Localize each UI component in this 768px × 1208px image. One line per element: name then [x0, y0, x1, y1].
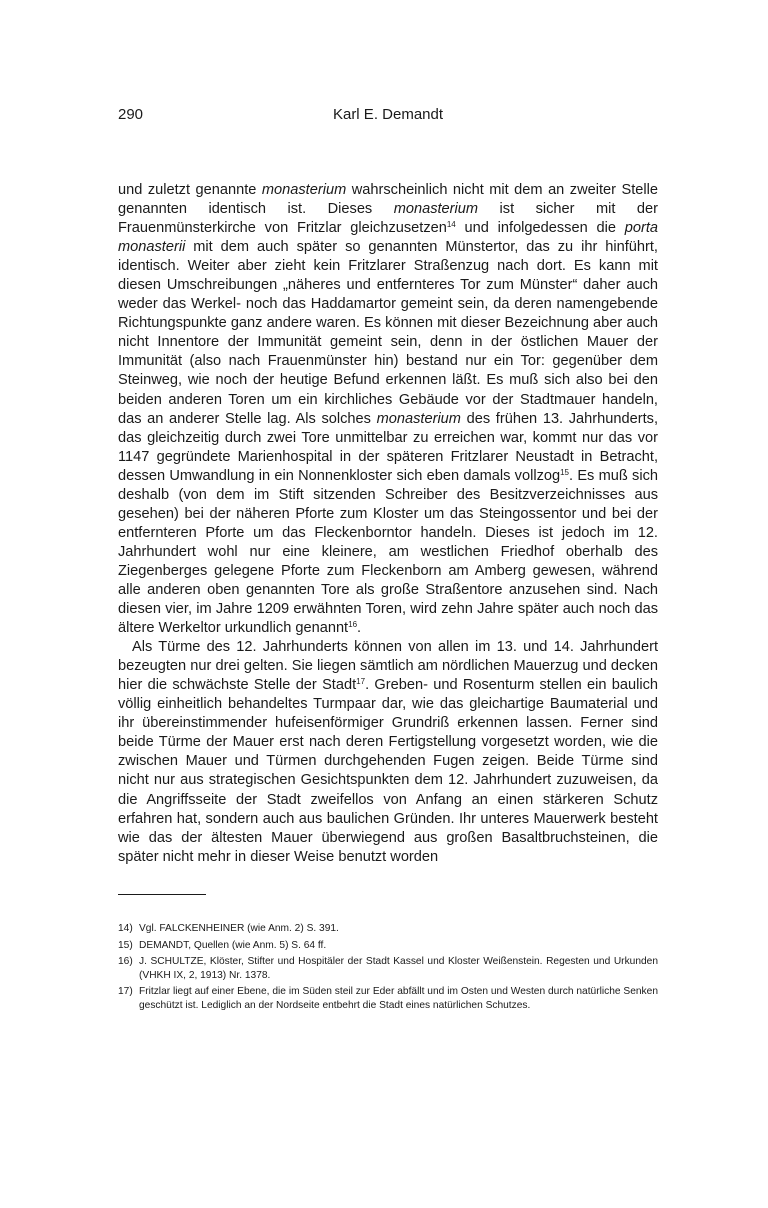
- footnote-text: DEMANDT, Quellen (wie Anm. 5) S. 64 ff.: [139, 939, 327, 951]
- footnote-ref: 16: [348, 620, 358, 630]
- text-run: wahrscheinlich nicht mit dem an zweiter Stelle genannten identisch ist. Dieses: [118, 182, 659, 218]
- text-run: Als Türme des 12. Jahrhunderts können von allen im 13. und 14. Jahrhundert bezeugten nur drei gelten. Sie liegen sämtlich am nördlichen Mauerzug und decken hier die schwächste Stelle der Stadt: [118, 639, 658, 694]
- footnote: [118, 955, 658, 982]
- italic-term: monasterium: [393, 201, 479, 218]
- text-run: und zuletzt genannte: [118, 182, 262, 198]
- footnote: [118, 922, 658, 936]
- footnote-number: 15): [118, 939, 133, 951]
- text-run: . Greben- und Rosenturm stellen ein baulich völlig einheitlich behandeltes Turmpaar dar, wie das gleichartige Baumaterial und ihr übereinstimmender hufeisenförmiger Grundriß erkennen lassen. Ferner sind beide Türme der Mauer erst nach deren Fertigstellung vorgesetzt worden, wie die zwischen Mauer und Türmen durchgehenden Fugen zeigen. Beide Türme sind nicht nur aus strategischen Gesichtspunkten dem 12. Jahrhundert zuzuweisen, da die Angriffsseite der Stadt zweifellos von Anfang an einen stärkeren Schutz erfahren hat, sondern auch aus baulichen Gründen. Ihr unteres Mauerwerk besteht wie das der ältesten Mauer überwiegend aus großen Basaltbruchsteinen, die später nicht mehr in dieser Weise benutzt worden: [118, 677, 658, 865]
- text-run: und infolgedessen die: [455, 220, 625, 237]
- footnote-number: 16): [118, 956, 133, 968]
- paragraph: [118, 181, 658, 638]
- footnote-text: Vgl. FALCKENHEINER (wie Anm. 2) S. 391.: [139, 923, 339, 934]
- paragraph: [118, 638, 658, 867]
- text-run: .: [357, 620, 362, 637]
- italic-term: monasterium: [376, 410, 461, 427]
- page-header: [118, 106, 658, 128]
- text-run: mit dem auch später so genannten Münstertor, das zu ihr hinführt, identisch. Weiter aber zieht kein Fritzlarer Straßenzug nach dort. Es kann mit diesen Umschreibungen „näheres und entfernteres Tor zum Münster“ daher auch weder das Werkel- noch das Haddamartor gemeint sein, da deren namengebende Richtungspunkte ganz andere waren. Es können mit dieser Bezeichnung aber auch nicht Innentore der Immunität gemeint sein, denn in der östlichen Mauer der Immunität (also nach Frauenmünster hin) bestand nur ein Tor: gegenüber dem Steinweg, wie noch der heutige Befund erkennen läßt. Es muß sich also bei den beiden anderen Toren um ein kirchliches Gebäude vor der Stadtmauer handeln, das an anderer Stelle lag. Als solches: [118, 239, 658, 427]
- text-run: . Es muß sich deshalb (von dem im Stift sitzenden Schreiber des Besitzverzeichnisses aus gesehen) bei der näheren Pforte zum Kloster um das Steingossentor und bei der entfernteren Pforte um das Fleckenborntor handeln. Dieses ist jedoch im 12. Jahrhundert wohl nur eine kleinere, am westlichen Friedhof oberhalb des Ziegenberges gelegene Pforte zum Fleckenborn am Amberg gewesen, während alle anderen oben genannten Tore als große Straßentore anzusehen sind. Nach diesen vier, im Jahre 1209 erwähnten Toren, wird zehn Jahre später auch noch das ältere Werkeltor urkundlich genannt: [118, 467, 659, 637]
- footnote-text: J. SCHULTZE, Klöster, Stifter und Hospitäler der Stadt Kassel und Kloster Weißenstein. Regesten und Urkunden (VHKH IX, 2, 1913) Nr. 1378.: [139, 956, 658, 981]
- text-run: ist sicher mit der Frauenmünsterkirche von Fritzlar gleichzusetzen: [118, 201, 658, 237]
- footnote-text: Fritzlar liegt auf einer Ebene, die im Süden steil zur Eder abfällt und im Osten und Westen durch natürliche Senken geschützt ist. Lediglich an der Nordseite entbehrt die Stadt eines natürlichen Schutzes.: [139, 986, 658, 1011]
- footnote-rule: [118, 894, 206, 895]
- footnote-number: 14): [118, 923, 133, 934]
- footnote-ref: 15: [560, 467, 570, 477]
- text-run: des frühen 13. Jahrhunderts, das gleichzeitig durch zwei Tore unmittelbar zu erreichen war, kommt nur das vor 1147 gegründete Marienhospital in der späteren Fritzlarer Neustadt in Betracht, dessen Umwandlung in ein Nonnenkloster sich eben damals vollzog: [118, 410, 659, 484]
- footnotes: [118, 922, 658, 1016]
- footnote-ref: 17: [356, 677, 366, 687]
- running-head: Karl E. Demandt: [332, 106, 444, 123]
- body-text: [118, 181, 658, 867]
- footnote-ref: 14: [446, 220, 456, 230]
- page-number: 290: [118, 106, 144, 123]
- italic-term: porta monasterii: [118, 220, 658, 256]
- footnote: [118, 985, 658, 1012]
- footnote: [118, 939, 658, 953]
- italic-term: monasterium: [261, 182, 347, 198]
- footnote-number: 17): [118, 986, 133, 998]
